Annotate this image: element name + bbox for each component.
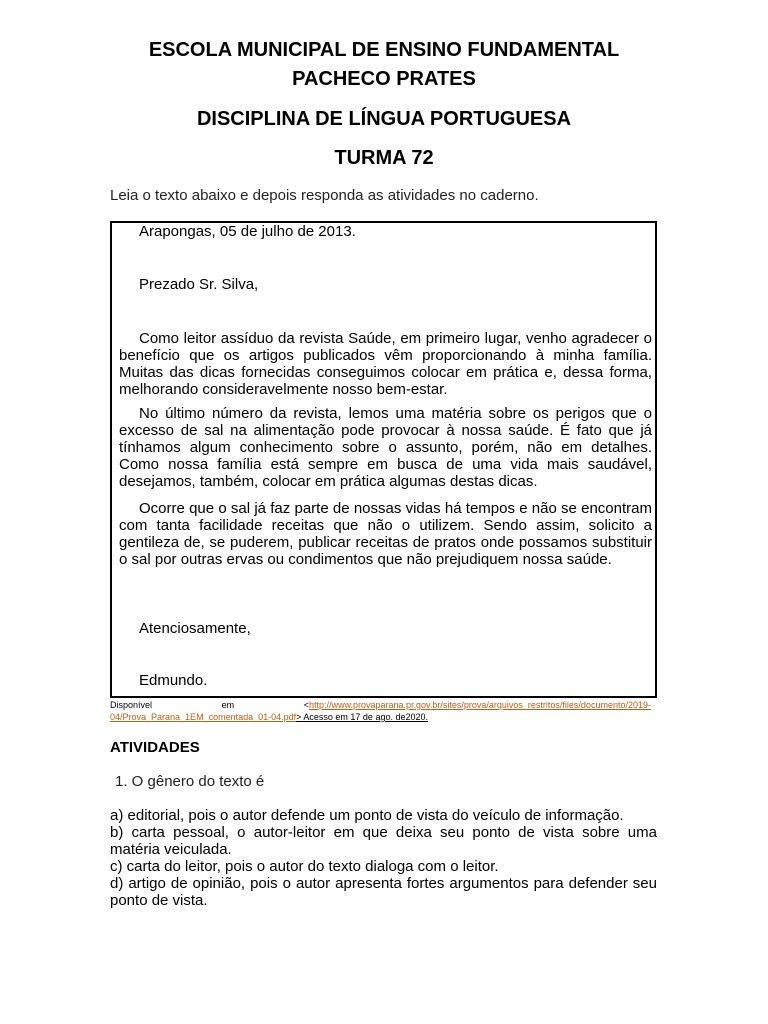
source-link[interactable]: http://www.provaparana.pr.gov.br/sites/prova/arquivos_restritos/files/documento/2019- [308,700,651,710]
activities-title: ATIVIDADES [110,739,200,756]
discipline-title: DISCIPLINA DE LÍNGUA PORTUGUESA [196,108,572,130]
letter-box [110,221,657,698]
question-1: 1. O gênero do texto é [115,773,265,790]
option-c: c) carta do leitor, pois o autor do texto dialoga com o leitor. [110,858,499,875]
letter-paragraph: Ocorre que o sal já faz parte de nossas vidas há tempos e não se encontram com tanta facilidade receitas que não o utilizem. Sendo assim, solicito a gentileza de, se puderem, publicar receitas de pratos onde possamos substituir o sal por outras ervas ou condimentos que não prejudiquem nossa saúde. [119,500,652,568]
letter-place-date: Arapongas, 05 de julho de 2013. [139,223,356,240]
option-d: d) artigo de opinião, pois o autor apresenta fortes argumentos para defender seu ponto de vista. [110,875,657,909]
letter-paragraph: No último número da revista, lemos uma matéria sobre os perigos que o excesso de sal na alimentação pode provocar à nossa saúde. É fato que já tínhamos algum conhecimento sobre o assunto, porém, não em detalhes. Como nossa família está sempre em busca de uma vida mais saudável, desejamos, também, colocar em prática algumas destas dicas. [119,405,652,490]
letter-closing: Atenciosamente, [139,620,251,637]
school-name-line1: ESCOLA MUNICIPAL DE ENSINO FUNDAMENTAL [148,39,620,61]
source-em: em [221,700,235,710]
letter-greeting: Prezado Sr. Silva, [139,276,259,293]
source-citation [110,699,651,723]
source-lt: < [303,700,309,710]
letter-signature: Edmundo. [139,672,208,689]
option-a: a) editorial, pois o autor defende um ponto de vista do veículo de informação. [110,807,624,824]
school-name-line2: PACHECO PRATES [292,68,476,90]
letter-paragraph: Como leitor assíduo da revista Saúde, em primeiro lugar, venho agradecer o benefício que os artigos publicados vêm proporcionando à minha família. Muitas das dicas fornecidas conseguimos colocar em prática e, dessa forma, melhorando consideravelmente nosso bem-estar. [119,330,652,398]
option-b: b) carta pessoal, o autor-leitor em que deixa seu ponto de vista sobre uma matéria veiculada. [110,824,657,858]
source-access-date: > Acesso em 17 de ago. de2020. [296,712,428,722]
class-title: TURMA 72 [334,147,434,169]
source-label: Disponível [110,700,153,710]
instructions-text: Leia o texto abaixo e depois responda as atividades no caderno. [110,187,539,204]
source-link-continued[interactable]: 04/Prova_Parana_1EM_comentada_01-04.pdf [110,712,297,722]
